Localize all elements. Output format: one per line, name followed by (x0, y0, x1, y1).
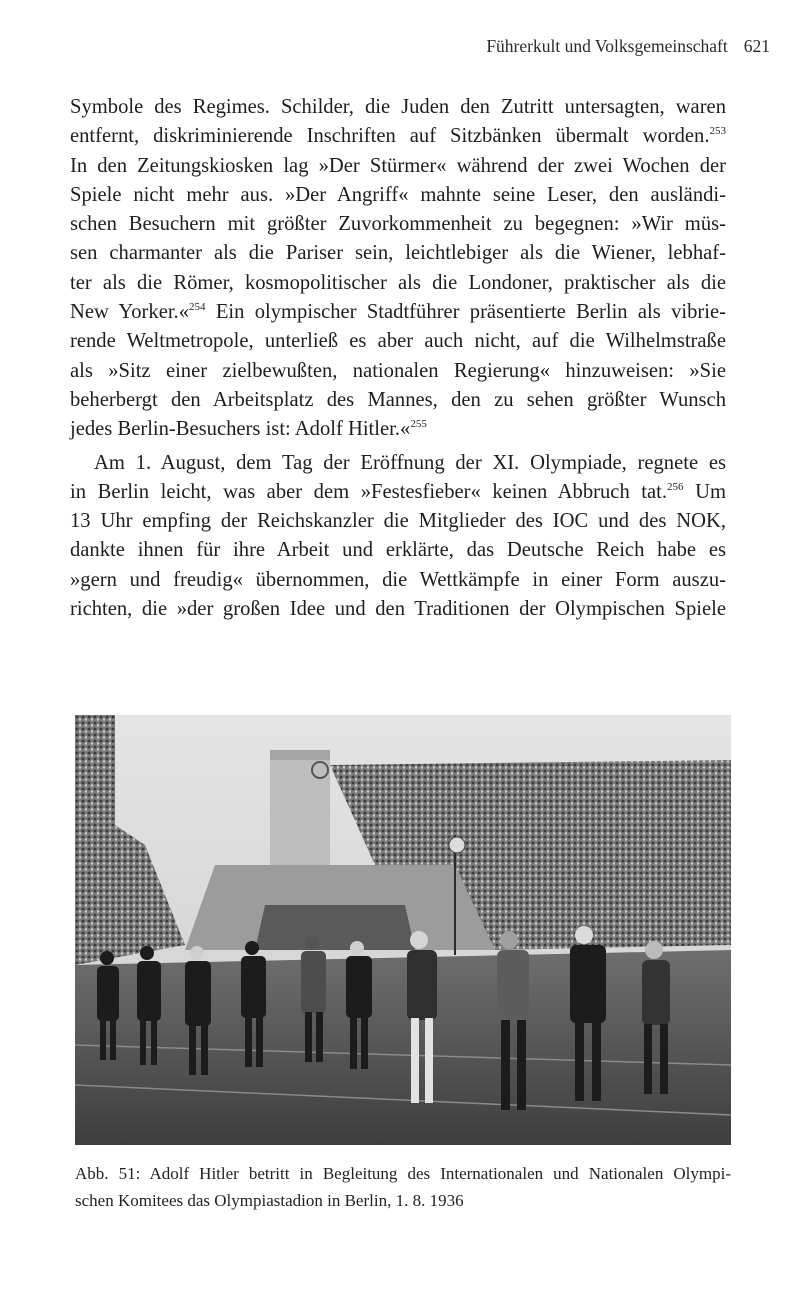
text-line: In den Zeitungskiosken lag »Der Stürmer« während der zwei Wochen der (70, 154, 726, 177)
text-line: jedes Berlin-Besuchers ist: Adolf Hitler.«$^{255}$ (70, 418, 427, 441)
text-line: ter als die Römer, kosmopolitischer als die Londoner, praktischer als die (70, 271, 726, 294)
historical-photo (75, 715, 731, 1145)
figure-caption (75, 1160, 731, 1214)
page-number: 621 (743, 36, 770, 56)
footnote-ref: 253 (709, 125, 726, 138)
text-line: schen Besuchern mit größter Zuvorkommenheit zu begegnen: »Wir müs- (70, 213, 726, 236)
running-header (486, 36, 770, 57)
text-line: Spiele nicht mehr aus. »Der Angriff« mahnte seine Leser, den ausländi- (70, 183, 726, 206)
text-line: dankte ihnen für ihre Arbeit und erklärte, das Deutsche Reich habe es (70, 539, 726, 562)
caption-line: schen Komitees das Olympiastadion in Berlin, 1. 8. 1936 (75, 1191, 464, 1210)
text-line: 13 Uhr empfing der Reichskanzler die Mitglieder des IOC und des NOK, (70, 510, 726, 533)
text-line: rende Weltmetropole, unterließ es aber auch nicht, auf die Wilhelmstraße (70, 330, 726, 353)
text-line: in Berlin leicht, was aber dem »Festesfieber« keinen Abbruch tat.$^{256}$ Um (70, 480, 727, 503)
text-line: »gern und freudig« übernommen, die Wettkämpfe in einer Form auszu- (70, 568, 726, 591)
body-text (70, 93, 726, 624)
running-title: Führerkult und Volksgemeinschaft (486, 36, 728, 56)
text-line: Symbole des Regimes. Schilder, die Juden den Zutritt untersagten, waren (70, 96, 726, 118)
text-line: sen charmanter als die Pariser sein, leichtlebiger als die Wiener, lebhaf- (70, 242, 726, 265)
text-line: entfernt, diskriminierende Inschriften auf Sitzbänken übermalt worden.$^{253}$ (70, 125, 726, 148)
caption-line: Abb. 51: Adolf Hitler betritt in Begleitung des Internationalen und Nationalen Olympi- (75, 1164, 731, 1183)
footnote-ref: 254 (189, 301, 206, 314)
text-line: beherbergt den Arbeitsplatz des Mannes, den zu sehen größter Wunsch (70, 388, 726, 411)
text-line: als »Sitz einer zielbewußten, nationalen Regierung« hinzuweisen: »Sie (70, 359, 726, 382)
footnote-ref: 255 (410, 418, 427, 431)
text-line: New Yorker.«$^{254}$ Ein olympischer Stadtführer präsentierte Berlin als vibrie- (70, 301, 726, 324)
footnote-ref: 256 (667, 480, 684, 493)
text-line: Am 1. August, dem Tag der Eröffnung der XI. Olympiade, regnete es (94, 451, 726, 474)
text-line: richten, die »der großen Idee und den Traditionen der Olympischen Spiele (70, 598, 726, 621)
